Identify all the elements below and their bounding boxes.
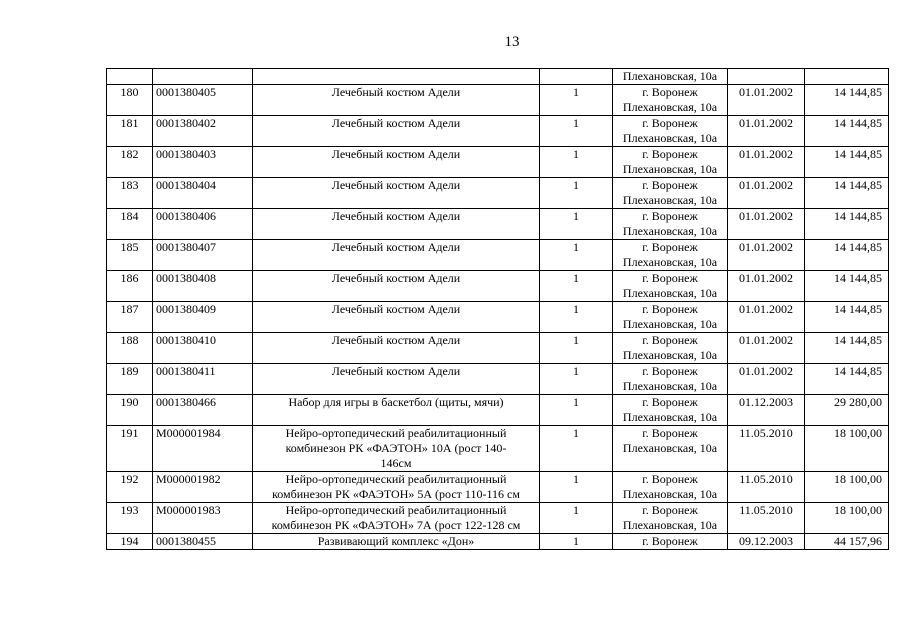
cell-address-line: г. Воронеж	[642, 240, 698, 254]
cell-address-line: г. Воронеж	[642, 147, 698, 161]
table-row	[107, 503, 889, 534]
cell-item-name-line: Лечебный костюм Адели	[331, 333, 461, 347]
table-row	[107, 426, 889, 472]
cell-inventory-code: М000001984	[153, 426, 253, 472]
cell-item-name	[253, 116, 540, 147]
cell-quantity: 1	[540, 534, 613, 550]
table-row	[107, 147, 889, 178]
cell-address	[613, 240, 728, 271]
cell-item-name-line: Лечебный костюм Адели	[331, 364, 461, 378]
cell-sum: 18 100,00	[805, 472, 889, 503]
cell-sum: 14 144,85	[805, 302, 889, 333]
cell-item-name	[253, 395, 540, 426]
cell-date: 01.01.2002	[728, 240, 805, 271]
cell-inventory-code: 0001380407	[153, 240, 253, 271]
cell-address-line: Плехановская, 10а	[622, 100, 718, 114]
cell-row-number: 186	[107, 271, 153, 302]
cell-address-line: Плехановская, 10а	[622, 317, 718, 331]
cell-sum: 18 100,00	[805, 503, 889, 534]
cell-row-number: 188	[107, 333, 153, 364]
inventory-table-body	[107, 69, 889, 550]
cell-item-name	[253, 147, 540, 178]
cell-row-number: 185	[107, 240, 153, 271]
cell-address-line: Плехановская, 10а	[622, 224, 718, 238]
table-row	[107, 116, 889, 147]
cell-inventory-code: 0001380405	[153, 85, 253, 116]
cell-item-name-line: Нейро-ортопедический реабилитационный	[285, 472, 507, 486]
cell-quantity: 1	[540, 147, 613, 178]
cell-item-name	[253, 178, 540, 209]
cell-address-line: Плехановская, 10а	[622, 441, 718, 455]
cell-address-line: Плехановская, 10а	[622, 255, 718, 269]
cell-row-number: 190	[107, 395, 153, 426]
cell-address-line: г. Воронеж	[642, 364, 698, 378]
cell-address-line: Плехановская, 10а	[622, 379, 718, 393]
cell-address-line: г. Воронеж	[642, 302, 698, 316]
cell-date: 01.01.2002	[728, 302, 805, 333]
cell-address-line: Плехановская, 10а	[622, 410, 718, 424]
table-row	[107, 85, 889, 116]
cell-address-line: г. Воронеж	[642, 426, 698, 440]
cell-date: 11.05.2010	[728, 426, 805, 472]
cell-sum: 14 144,85	[805, 85, 889, 116]
cell-sum: 14 144,85	[805, 271, 889, 302]
cell-quantity: 1	[540, 395, 613, 426]
cell-address-line: г. Воронеж	[642, 209, 698, 223]
cell-address-line: г. Воронеж	[642, 85, 698, 99]
cell-item-name	[253, 364, 540, 395]
table-row	[107, 302, 889, 333]
cell-address-line: Плехановская, 10а	[622, 162, 718, 176]
cell-address-line: Плехановская, 10а	[622, 131, 718, 145]
cell-item-name-line: комбинезон РК «ФАЭТОН» 10А (рост 140-	[285, 441, 507, 455]
cell-row-number: 181	[107, 116, 153, 147]
cell-row-number: 187	[107, 302, 153, 333]
cell-date: 01.01.2002	[728, 85, 805, 116]
cell-item-name-line: комбинезон РК «ФАЭТОН» 7А (рост 122-128 см	[271, 518, 521, 532]
cell-inventory-code: 0001380404	[153, 178, 253, 209]
table-row	[107, 364, 889, 395]
cell-inventory-code: 0001380411	[153, 364, 253, 395]
cell-item-name	[253, 240, 540, 271]
cell-item-name-line: Нейро-ортопедический реабилитационный	[285, 503, 507, 517]
cell-address	[613, 85, 728, 116]
cell-date: 01.01.2002	[728, 209, 805, 240]
cell-inventory-code: М000001983	[153, 503, 253, 534]
cell-row-number: 184	[107, 209, 153, 240]
cell-quantity: 1	[540, 333, 613, 364]
cell-inventory-code: 0001380408	[153, 271, 253, 302]
cell-address-line: Плехановская, 10а	[622, 286, 718, 300]
cell-address-line: Плехановская, 10а	[622, 518, 718, 532]
cell-sum: 14 144,85	[805, 178, 889, 209]
cell-quantity: 1	[540, 302, 613, 333]
cell-item-name	[253, 333, 540, 364]
table-row	[107, 240, 889, 271]
cell-item-name	[253, 503, 540, 534]
cell-item-name-line: Лечебный костюм Адели	[331, 271, 461, 285]
cell-address-line: г. Воронеж	[642, 472, 698, 486]
cell-item-name-line: Лечебный костюм Адели	[331, 302, 461, 316]
page-number: 13	[504, 34, 520, 50]
cell-row-number: 183	[107, 178, 153, 209]
cell-inventory-code: 0001380455	[153, 534, 253, 550]
cell-item-name-line: Набор для игры в баскетбол (щиты, мячи)	[288, 395, 504, 409]
cell-address	[613, 472, 728, 503]
cell-item-name-line: комбинезон РК «ФАЭТОН» 5А (рост 110-116 см	[272, 487, 520, 501]
cell-address	[613, 209, 728, 240]
cell-quantity: 1	[540, 85, 613, 116]
cell-item-name-line: Лечебный костюм Адели	[331, 178, 461, 192]
cell-row-number: 191	[107, 426, 153, 472]
cell-inventory-code: 0001380466	[153, 395, 253, 426]
cell-quantity: 1	[540, 240, 613, 271]
cell-quantity: 1	[540, 503, 613, 534]
cell-item-name-line: Лечебный костюм Адели	[331, 85, 461, 99]
cell-date: 01.01.2002	[728, 271, 805, 302]
cell-quantity: 1	[540, 426, 613, 472]
cell-address-line: г. Воронеж	[642, 395, 698, 409]
continuation-cell-name	[253, 69, 540, 85]
cell-quantity: 1	[540, 209, 613, 240]
cell-date: 01.01.2002	[728, 116, 805, 147]
cell-item-name	[253, 85, 540, 116]
cell-address-line: г. Воронеж	[642, 534, 698, 548]
table-row	[107, 209, 889, 240]
cell-inventory-code: 0001380402	[153, 116, 253, 147]
cell-inventory-code: 0001380403	[153, 147, 253, 178]
cell-quantity: 1	[540, 178, 613, 209]
table-row	[107, 472, 889, 503]
cell-address-line: г. Воронеж	[642, 178, 698, 192]
cell-item-name-line: Лечебный костюм Адели	[331, 147, 461, 161]
inventory-table	[106, 68, 889, 550]
cell-date: 01.01.2002	[728, 333, 805, 364]
cell-address	[613, 364, 728, 395]
cell-date: 11.05.2010	[728, 472, 805, 503]
cell-item-name	[253, 426, 540, 472]
cell-item-name-line: Нейро-ортопедический реабилитационный	[285, 426, 507, 440]
cell-quantity: 1	[540, 271, 613, 302]
cell-address-line: г. Воронеж	[642, 333, 698, 347]
cell-item-name-line: Лечебный костюм Адели	[331, 240, 461, 254]
cell-inventory-code: 0001380406	[153, 209, 253, 240]
continuation-cell-qty	[540, 69, 613, 85]
cell-row-number: 193	[107, 503, 153, 534]
cell-sum: 14 144,85	[805, 333, 889, 364]
cell-row-number: 192	[107, 472, 153, 503]
cell-date: 01.12.2003	[728, 395, 805, 426]
cell-item-name	[253, 534, 540, 550]
cell-address	[613, 178, 728, 209]
cell-address	[613, 116, 728, 147]
cell-address	[613, 271, 728, 302]
table-row	[107, 534, 889, 550]
cell-date: 01.01.2002	[728, 147, 805, 178]
table-row	[107, 395, 889, 426]
cell-sum: 14 144,85	[805, 209, 889, 240]
cell-sum: 14 144,85	[805, 364, 889, 395]
cell-date: 01.01.2002	[728, 178, 805, 209]
cell-sum: 14 144,85	[805, 116, 889, 147]
cell-address-line: г. Воронеж	[642, 503, 698, 517]
continuation-row	[107, 69, 889, 85]
continuation-cell-address	[613, 69, 728, 85]
cell-address	[613, 147, 728, 178]
table-row	[107, 178, 889, 209]
continuation-cell-no	[107, 69, 153, 85]
continuation-cell-sum	[805, 69, 889, 85]
cell-row-number: 194	[107, 534, 153, 550]
cell-item-name-line: 146см	[380, 456, 412, 470]
cell-row-number: 182	[107, 147, 153, 178]
cell-date: 01.01.2002	[728, 364, 805, 395]
cell-row-number: 180	[107, 85, 153, 116]
cell-item-name	[253, 271, 540, 302]
cell-address	[613, 426, 728, 472]
continuation-cell-code	[153, 69, 253, 85]
cell-quantity: 1	[540, 472, 613, 503]
cell-item-name-line: Развивающий комплекс «Дон»	[317, 534, 475, 548]
table-row	[107, 333, 889, 364]
cell-item-name	[253, 209, 540, 240]
cell-address-line: г. Воронеж	[642, 271, 698, 285]
cell-row-number: 189	[107, 364, 153, 395]
continuation-address-line: Плехановская, 10а	[622, 69, 718, 83]
cell-sum: 14 144,85	[805, 147, 889, 178]
cell-inventory-code: 0001380409	[153, 302, 253, 333]
cell-sum: 44 157,96	[805, 534, 889, 550]
cell-date: 11.05.2010	[728, 503, 805, 534]
table-row	[107, 271, 889, 302]
continuation-cell-date	[728, 69, 805, 85]
cell-item-name	[253, 302, 540, 333]
cell-address-line: Плехановская, 10а	[622, 348, 718, 362]
cell-inventory-code: М000001982	[153, 472, 253, 503]
cell-sum: 18 100,00	[805, 426, 889, 472]
cell-address-line: Плехановская, 10а	[622, 487, 718, 501]
cell-item-name	[253, 472, 540, 503]
cell-quantity: 1	[540, 116, 613, 147]
cell-quantity: 1	[540, 364, 613, 395]
cell-address	[613, 302, 728, 333]
cell-item-name-line: Лечебный костюм Адели	[331, 116, 461, 130]
cell-address	[613, 534, 728, 550]
cell-address	[613, 333, 728, 364]
cell-address-line: г. Воронеж	[642, 116, 698, 130]
cell-address	[613, 503, 728, 534]
cell-address-line: Плехановская, 10а	[622, 193, 718, 207]
cell-date: 09.12.2003	[728, 534, 805, 550]
cell-sum: 29 280,00	[805, 395, 889, 426]
cell-item-name-line: Лечебный костюм Адели	[331, 209, 461, 223]
cell-sum: 14 144,85	[805, 240, 889, 271]
cell-inventory-code: 0001380410	[153, 333, 253, 364]
cell-address	[613, 395, 728, 426]
